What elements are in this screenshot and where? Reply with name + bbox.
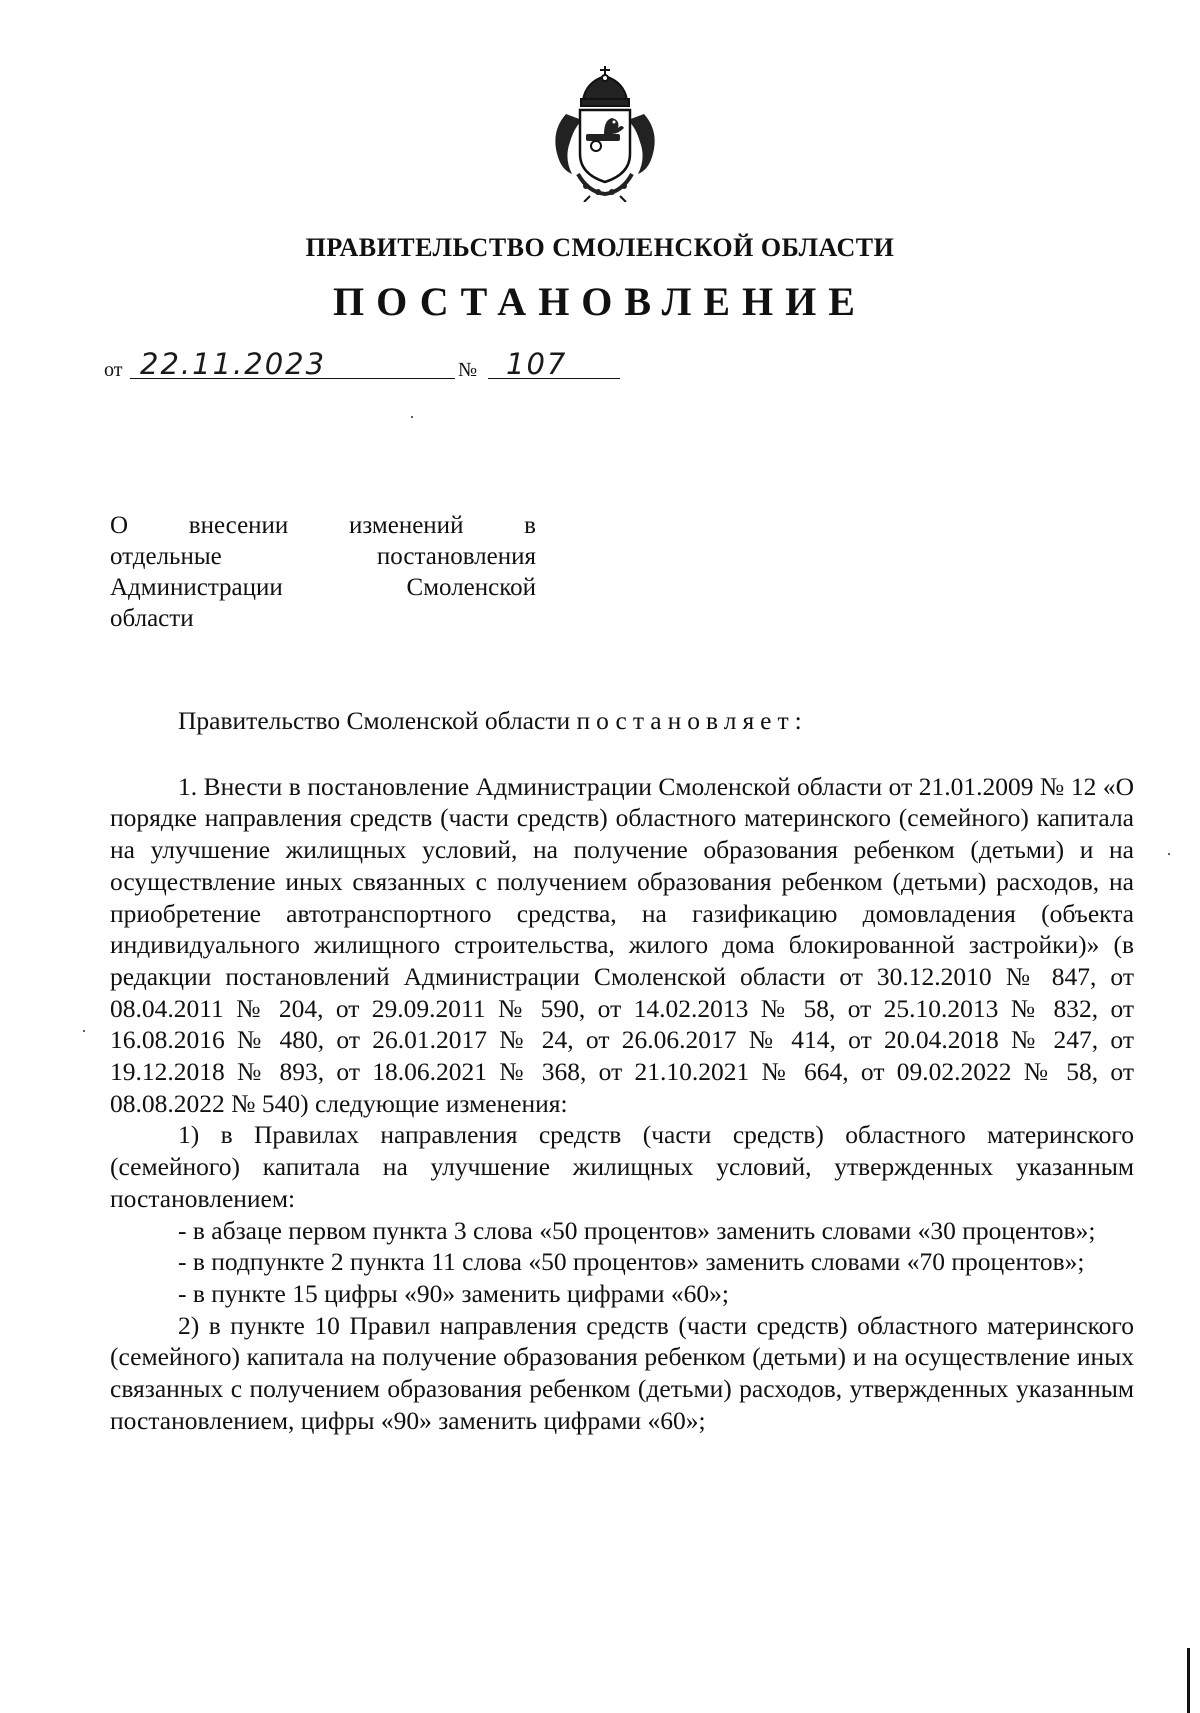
subject-line (110, 541, 536, 572)
item-1-c: - в пункте 15 цифры «90» заменить цифрами «60»; (178, 1278, 729, 1308)
item-1-b: - в подпункте 2 пункта 11 слова «50 процентов» заменить словами «70 процентов»; (178, 1247, 1085, 1277)
date-prefix: от (104, 359, 123, 381)
organization-name: ПРАВИТЕЛЬСТВО СМОЛЕНСКОЙ ОБЛАСТИ (305, 233, 895, 262)
scan-speck (411, 416, 413, 418)
scan-speck (1168, 853, 1170, 855)
scan-speck (83, 1030, 85, 1032)
subject-line (110, 572, 536, 603)
document-body (110, 705, 1134, 1436)
item-2: 2) в пункте 10 Правил направления средств (части средств) областного материнского (семейного) капитала на получение образования ребенком (детьми) и на осуществление иных связанных с получением образования ребенком (детьми) расходов, утвержденных указанным постановлением, цифры «90» заменить цифрами «60»; (110, 1310, 1134, 1435)
paragraph-1: 1. Внести в постановление Администрации Смоленской области от 21.01.2009 № 12 «О порядке направления средств (части средств) областного материнского (семейного) капитала на улучшение жилищных условий, на получение образования ребенком (детьми) и на осуществление иных связанных с получением образования ребенком (детьми) расходов, на приобретение автотранспортного средства, на газификацию домовладения (объекта индивидуального жилищного строительства, жилого дома блокированной застройки)» (в редакции постановлений Администрации Смоленской области от 30.12.2010 № 847, от 08.04.2011 № 204, от 29.09.2011 № 590, от 14.02.2013 № 58, от 25.10.2013 № 832, от 16.08.2016 № 480, от 26.01.2017 № 24, от 26.06.2017 № 414, от 20.04.2018 № 247, от 19.12.2018 № 893, от 18.06.2021 № 368, от 21.10.2021 № 664, от 09.02.2022 № 58, от 08.08.2022 № 540) следующие изменения: (110, 771, 1134, 1118)
subject-word: внесении (188, 512, 289, 539)
subject-word: изменений (349, 512, 464, 539)
subject-word: отдельные (110, 543, 222, 570)
coat-of-arms-icon (548, 62, 662, 202)
item-1-a: - в абзаце первом пункта 3 слова «50 процентов» заменить словами «30 процентов»; (178, 1215, 1096, 1245)
number-prefix: № (458, 359, 478, 381)
date-value: 22.11.2023 (140, 347, 327, 381)
item-1: 1) в Правилах направления средств (части средств) областного материнского (семейного) капитала на улучшение жилищных условий, утвержденных указанным постановлением: (110, 1120, 1134, 1213)
subject-word: Администрации (110, 574, 283, 601)
preamble-verb: постановляет: (576, 706, 808, 735)
scan-margin-line (1187, 1648, 1190, 1713)
document-type: ПОСТАНОВЛЕНИЕ (333, 279, 867, 324)
number-value: 107 (506, 347, 568, 381)
subject-word: постановления (376, 543, 536, 570)
subject-word: О (110, 512, 129, 539)
subject-line (110, 510, 536, 541)
preamble (110, 705, 1134, 737)
document-subject (110, 510, 536, 634)
subject-word: Смоленской (406, 574, 536, 601)
subject-line: области (110, 605, 194, 632)
preamble-lead: Правительство Смоленской области (178, 706, 571, 735)
subject-word: в (524, 512, 536, 539)
